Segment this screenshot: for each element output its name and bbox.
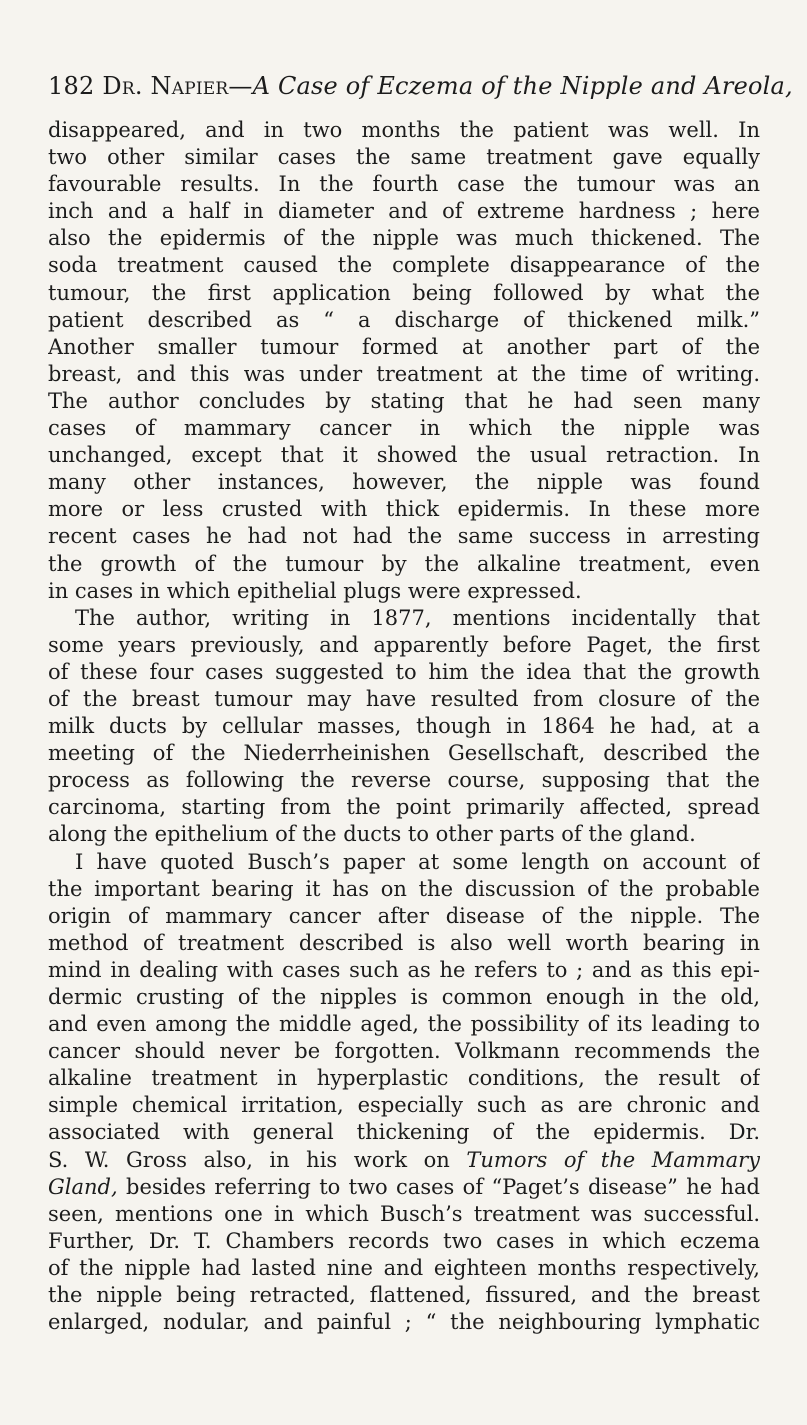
text-line: more or less crusted with thick epidermis. In these more [48,497,760,522]
text-fragment: S. W. Gross also, in his work on [48,1147,450,1172]
text-line: of the breast tumour may have resulted from closure of the [48,686,760,711]
text-line: favourable results. In the fourth case the tumour was an [48,172,760,197]
text-line: many other instances, however, the nipple was found [48,470,760,495]
text-line: of the nipple had lasted nine and eighteen months respectively, [48,1255,760,1280]
running-head-dash: — [228,72,253,100]
text-line: The author, writing in 1877, mentions incidentally that [75,605,760,630]
text-line: also the epidermis of the nipple was much thickened. The [48,226,760,251]
text-line: patient described as “ a discharge of thickened milk.” [48,307,760,332]
text-line: mind in dealing with cases such as he refers to ; and as this epi- [48,957,760,982]
text-line: along the epithelium of the ducts to other parts of the gland. [48,822,696,847]
running-head-title: A Case of Eczema of the Nipple and Areola, [252,72,793,100]
text-line: tumour, the first application being followed by what the [48,280,760,305]
page-number: 182 [48,72,95,100]
running-head-author: Dr. Napier [102,72,229,100]
text-line [48,1174,760,1201]
text-line: the nipple being retracted, flattened, fissured, and the breast [48,1283,760,1308]
text-line: in cases in which epithelial plugs were expressed. [48,578,582,603]
text-line: associated with general thickening of the epidermis. Dr. [48,1120,760,1145]
text-line: meeting of the Niederrheinishen Gesellschaft, described the [48,741,760,766]
text-line: the important bearing it has on the discussion of the probable [48,876,760,901]
text-line: recent cases he had not had the same success in arresting [48,524,760,549]
text-line: unchanged, except that it showed the usual retraction. In [48,443,760,468]
book-title-italic: Tumors of the Mammary [466,1147,760,1172]
text-line: soda treatment caused the complete disappearance of the [48,253,760,278]
text-line: dermic crusting of the nipples is common enough in the old, [48,985,760,1009]
text-line: two other similar cases the same treatment gave equally [48,145,760,170]
text-line: disappeared, and in two months the patient was well. In [48,118,760,142]
text-line: I have quoted Busch’s paper at some length on account of [75,849,760,874]
text-line: Another smaller tumour formed at another part of the [48,334,760,359]
text-line: of these four cases suggested to him the idea that the growth [48,659,760,684]
text-line: milk ducts by cellular masses, though in 1864 he had, at a [48,714,760,739]
text-line [48,1147,760,1174]
text-line: some years previously, and apparently before Paget, the first [48,632,760,657]
text-line: the growth of the tumour by the alkaline treatment, even [48,551,760,576]
text-line: carcinoma, starting from the point primarily affected, spread [48,795,760,820]
text-line: enlarged, nodular, and painful ; “ the neighbouring lymphatic [48,1310,760,1335]
text-line: and even among the middle aged, the possibility of its leading to [48,1012,760,1037]
text-line: process as following the reverse course, supposing that the [48,768,760,793]
text-fragment: besides referring to two cases of “Paget’s disease” he had [126,1174,760,1199]
running-head [48,70,793,102]
text-line: cases of mammary cancer in which the nipple was [48,416,760,441]
book-title-italic: Gland, [48,1174,118,1199]
text-line: Further, Dr. T. Chambers records two cases in which eczema [48,1228,760,1253]
body-text [48,117,760,1336]
text-line: inch and a half in diameter and of extreme hardness ; here [48,199,760,224]
text-line: method of treatment described is also well worth bearing in [48,930,760,955]
text-line: The author concludes by stating that he had seen many [48,388,760,413]
text-line: cancer should never be forgotten. Volkmann recommends the [48,1039,760,1064]
text-line: alkaline treatment in hyperplastic conditions, the result of [48,1066,760,1091]
text-line: breast, and this was under treatment at the time of writing. [48,361,760,386]
text-line: origin of mammary cancer after disease of the nipple. The [48,903,760,928]
text-line: simple chemical irritation, especially such as are chronic and [48,1093,760,1118]
text-line: seen, mentions one in which Busch’s treatment was successful. [48,1201,760,1226]
